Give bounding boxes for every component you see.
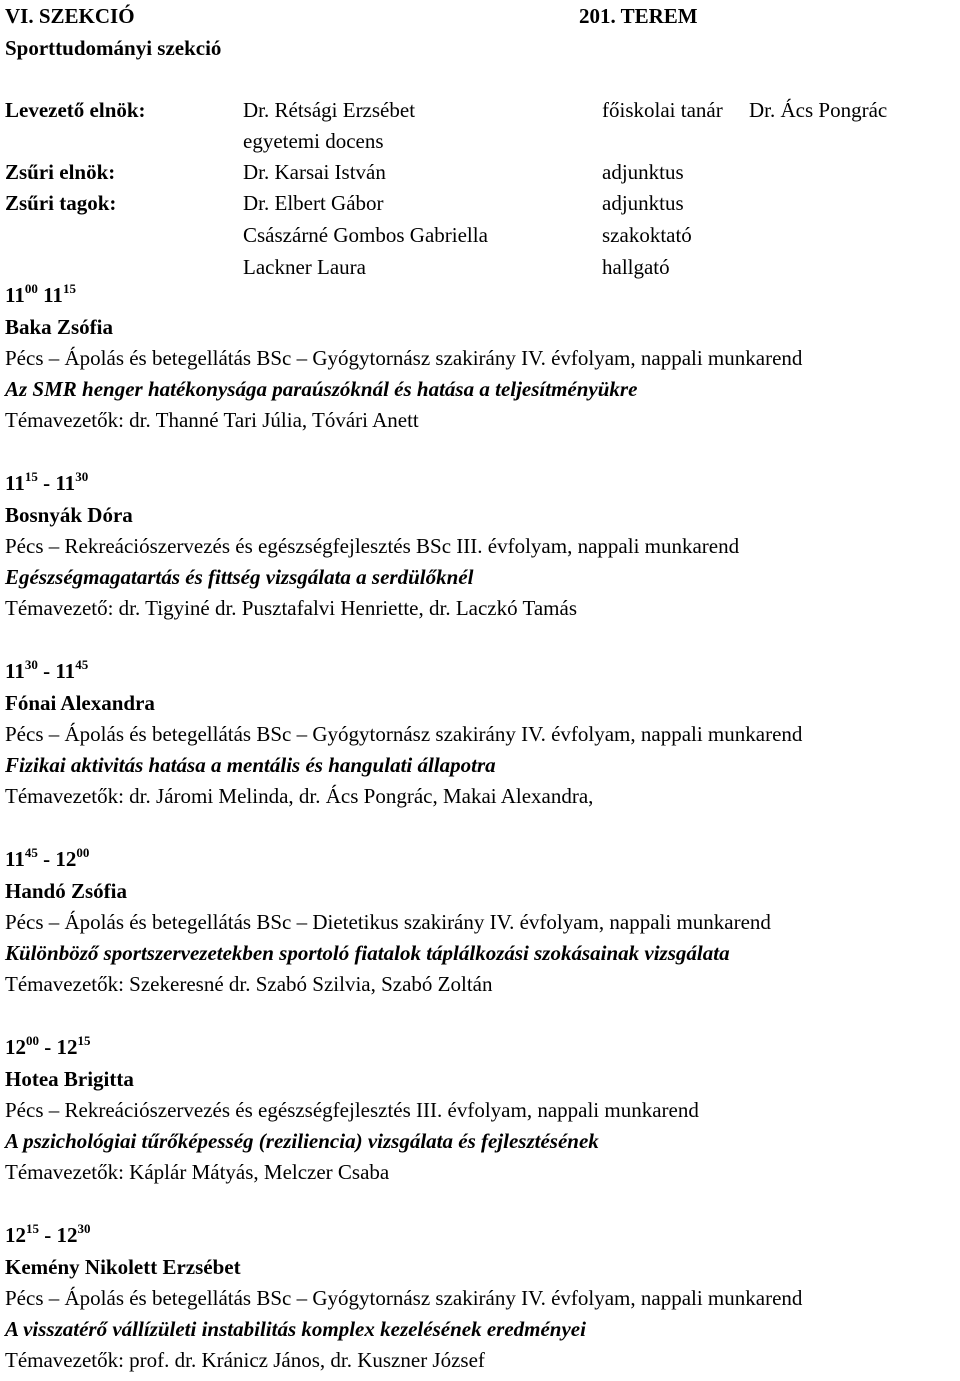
jury-members-label: Zsűri tagok:	[5, 191, 117, 215]
jury-member-name: Dr. Elbert Gábor	[243, 191, 384, 215]
section-subtitle: Sporttudományi szekció	[5, 36, 222, 60]
chair-label: Levezető elnök:	[5, 98, 146, 122]
supervisors-line: Témavezetők: dr. Thanné Tari Júlia, Tóvári Anett	[5, 408, 419, 432]
time-sep: -	[37, 659, 56, 683]
presenter-name: Fónai Alexandra	[5, 691, 155, 715]
time-start-h: 12	[5, 1035, 26, 1059]
presenter-name: Bosnyák Dóra	[5, 503, 133, 527]
talk-title: Különböző sportszervezetekben sportoló fiatalok táplálkozási szokásainak vizsgálata	[5, 941, 730, 965]
time-end-m: 30	[75, 469, 89, 484]
talk-title: Az SMR henger hatékonysága paraúszóknál és hatása a teljesítményükre	[5, 377, 638, 401]
supervisors-line: Témavezetők: prof. dr. Kránicz János, dr. Kuszner József	[5, 1348, 485, 1372]
time-start-m: 15	[24, 469, 38, 484]
talk-time	[5, 283, 76, 307]
program-line: Pécs – Rekreációszervezés és egészségfejlesztés BSc III. évfolyam, nappali munkarend	[5, 534, 740, 558]
talk-time	[5, 847, 89, 871]
time-end-h: 12	[56, 1035, 78, 1059]
time-sep: -	[39, 1223, 57, 1247]
program-line: Pécs – Ápolás és betegellátás BSc – Dietetikus szakirány IV. évfolyam, nappali munkarend	[5, 910, 771, 934]
talk-title: Egészségmagatartás és fittség vizsgálata a serdülőknél	[5, 565, 474, 589]
supervisors-line: Témavezetők: Szekeresné dr. Szabó Szilvia, Szabó Zoltán	[5, 972, 493, 996]
talk-time	[5, 659, 88, 683]
time-start-m: 15	[26, 1221, 39, 1236]
jury-member-title: hallgató	[602, 255, 670, 279]
talk-title: A visszatérő vállízületi instabilitás komplex kezelésének eredményei	[5, 1317, 586, 1341]
time-end-m: 45	[75, 657, 89, 672]
time-start-h: 11	[5, 847, 25, 871]
time-end-m: 00	[76, 845, 90, 860]
time-start-h: 11	[5, 471, 25, 495]
supervisors-line: Témavezetők: dr. Járomi Melinda, dr. Ács Pongrác, Makai Alexandra,	[5, 784, 594, 808]
time-end-h: 11	[55, 659, 76, 683]
talk-title: A pszichológiai tűrőképesség (reziliencia) vizsgálata és fejlesztésének	[5, 1129, 599, 1153]
time-end-m: 15	[62, 281, 76, 296]
program-line: Pécs – Ápolás és betegellátás BSc – Gyógytornász szakirány IV. évfolyam, nappali munkarend	[5, 346, 803, 370]
chair-title-2: egyetemi docens	[243, 129, 384, 153]
jury-member-title: szakoktató	[602, 223, 692, 247]
time-end-m: 15	[77, 1033, 91, 1048]
talk-time	[5, 471, 88, 495]
time-end-h: 11	[55, 471, 76, 495]
time-end-h: 12	[55, 847, 77, 871]
time-sep: -	[37, 847, 56, 871]
program-line: Pécs – Ápolás és betegellátás BSc – Gyógytornász szakirány IV. évfolyam, nappali munkarend	[5, 1286, 803, 1310]
time-sep: -	[39, 1035, 57, 1059]
time-start-m: 00	[26, 1033, 39, 1048]
time-start-m: 45	[24, 845, 38, 860]
jury-member-title: adjunktus	[602, 191, 684, 215]
program-line: Pécs – Ápolás és betegellátás BSc – Gyógytornász szakirány IV. évfolyam, nappali munkarend	[5, 722, 803, 746]
supervisors-line: Témavezetők: Káplár Mátyás, Melczer Csaba	[5, 1160, 390, 1184]
jury-member-name: Lackner Laura	[243, 255, 366, 279]
time-start-h: 11	[5, 283, 25, 307]
jury-chair-label: Zsűri elnök:	[5, 160, 116, 184]
room-label: 201. TEREM	[579, 4, 698, 28]
jury-member-name: Császárné Gombos Gabriella	[243, 223, 488, 247]
time-start-m: 30	[24, 657, 38, 672]
program-line: Pécs – Rekreációszervezés és egészségfejlesztés III. évfolyam, nappali munkarend	[5, 1098, 699, 1122]
time-sep: -	[37, 471, 56, 495]
time-start-h: 12	[5, 1223, 26, 1247]
supervisors-line: Témavezető: dr. Tigyiné dr. Pusztafalvi Henriette, dr. Laczkó Tamás	[5, 596, 577, 620]
section-title: VI. SZEKCIÓ	[5, 4, 135, 28]
time-end-h: 11	[43, 283, 63, 307]
chair-title: főiskolai tanár	[602, 98, 723, 122]
chair-name: Dr. Rétsági Erzsébet	[243, 98, 416, 122]
presenter-name: Hotea Brigitta	[5, 1067, 134, 1091]
time-end-m: 30	[77, 1221, 91, 1236]
jury-chair-name: Dr. Karsai István	[243, 160, 386, 184]
time-start-m: 00	[24, 281, 38, 296]
time-start-h: 11	[5, 659, 25, 683]
presenter-name: Handó Zsófia	[5, 879, 127, 903]
talk-time	[5, 1035, 91, 1059]
talk-title: Fizikai aktivitás hatása a mentális és hangulati állapotra	[5, 753, 496, 777]
presenter-name: Kemény Nikolett Erzsébet	[5, 1255, 241, 1279]
talk-time	[5, 1223, 91, 1247]
presenter-name: Baka Zsófia	[5, 315, 113, 339]
chair-name-2: Dr. Ács Pongrác	[749, 98, 888, 122]
jury-chair-title: adjunktus	[602, 160, 684, 184]
time-end-h: 12	[56, 1223, 78, 1247]
